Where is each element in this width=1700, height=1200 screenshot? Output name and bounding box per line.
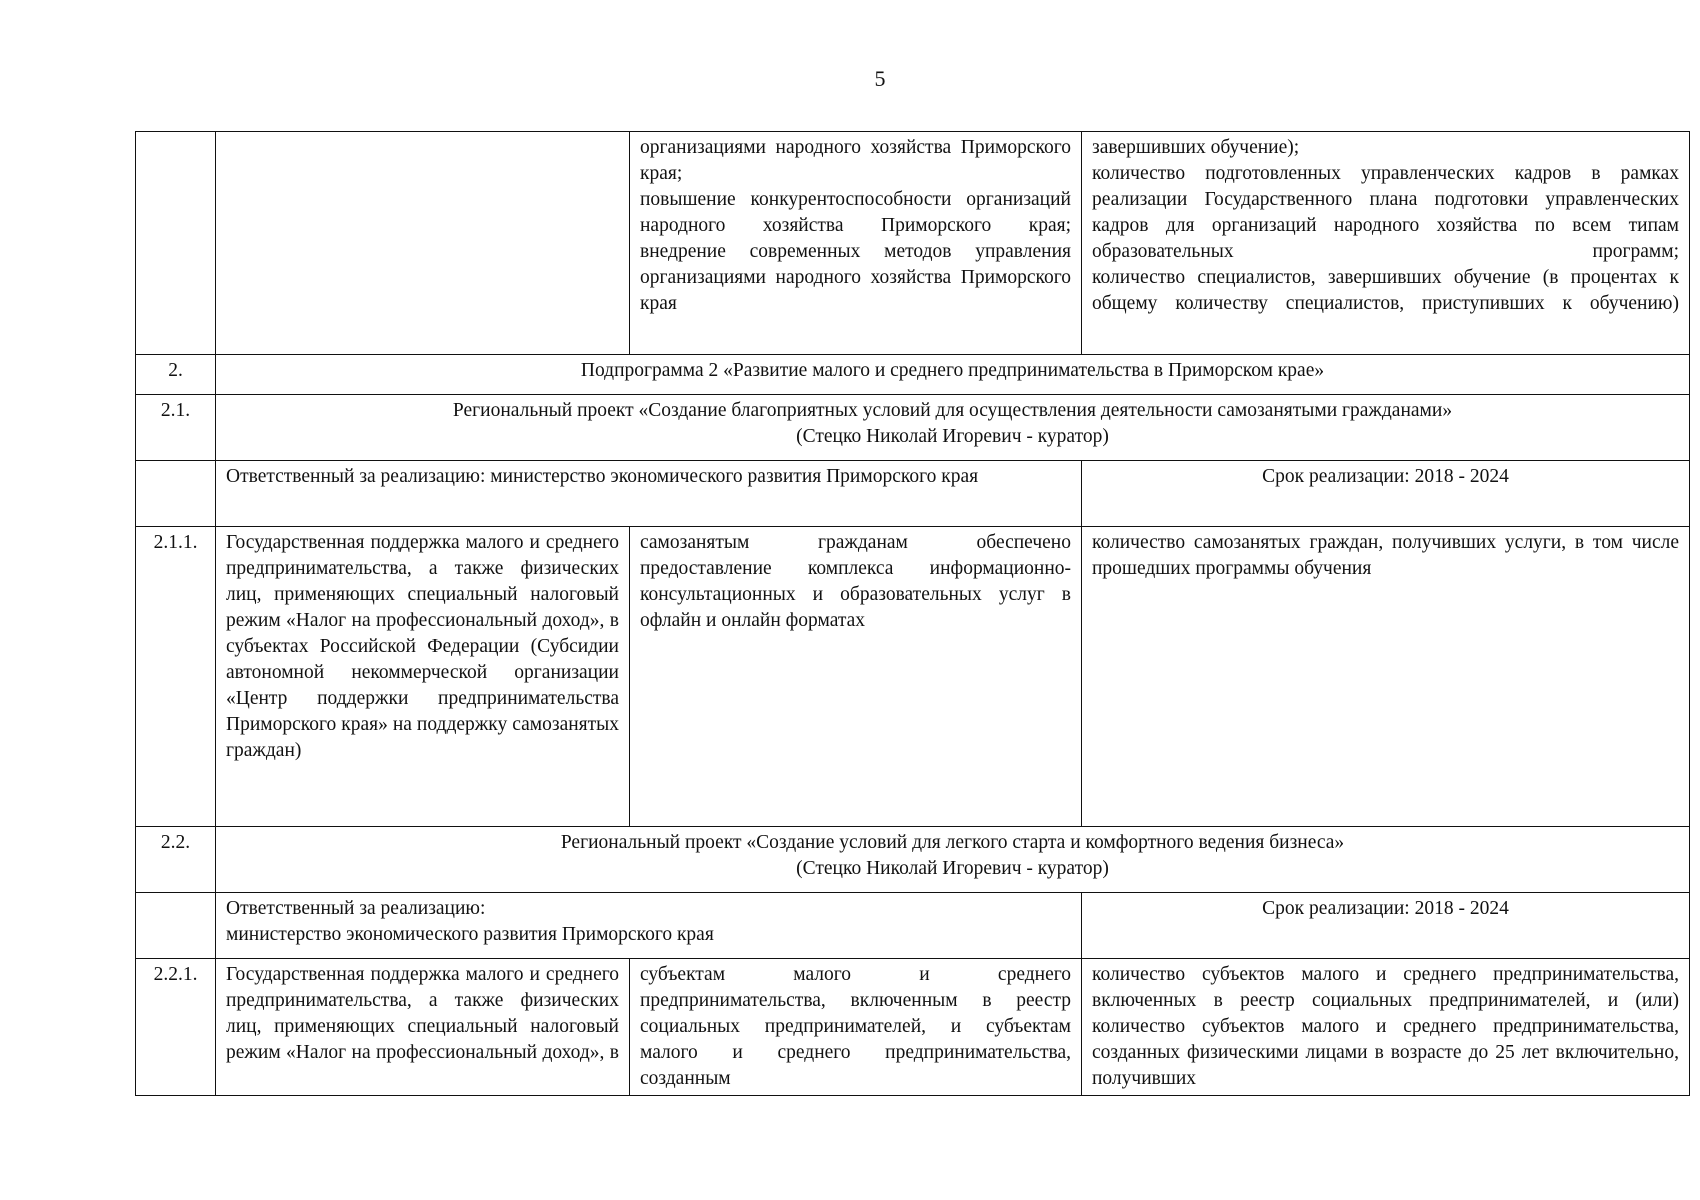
task-result-cell: [630, 959, 1082, 1096]
goal-item: внедрение современных методов управления организациями народного хозяйства Приморского края: [640, 241, 1071, 314]
responsible-label: Ответственный за реализацию:: [226, 898, 486, 919]
subprogram-row: [136, 355, 1690, 395]
continued-goals-cell: [630, 132, 1082, 355]
task-description: Государственная поддержка малого и среднего предпринимательства, а также физических лиц, применяющих специальный налоговый режим «Налог на профессиональный доход», в субъектах Российской Федерации (Субсидии автономной некоммерческой организации «Центр поддержки предпринимательства Приморского края» на поддержку самозанятых граждан): [216, 527, 630, 827]
responsible-row: [136, 893, 1690, 959]
program-table: [135, 131, 1690, 1096]
responsible-number-cell: [136, 461, 216, 527]
term-text: Срок реализации: 2018 - 2024: [1262, 898, 1509, 919]
continued-number-cell: [136, 132, 216, 355]
project-curator: (Стецко Николай Игоревич - куратор): [796, 426, 1109, 447]
task-description: Государственная поддержка малого и среднего предпринимательства, а также физических лиц, применяющих специальный налоговый режим «Налог на профессиональный доход», в: [226, 964, 619, 1063]
indicator-item: количество специалистов, завершивших обучение (в процентах к общему количеству специалистов, приступивших к обучению): [1092, 267, 1679, 314]
project-row: [136, 827, 1690, 893]
responsible-cell: [216, 461, 1082, 527]
task-description-cell: [216, 959, 630, 1096]
task-number: 2.1.1.: [136, 527, 216, 827]
task-row: [136, 527, 1690, 827]
task-indicator: количество субъектов малого и среднего предпринимательства, включенных в реестр социальных предпринимателей, и (или) количество субъектов малого и среднего предпринимательства, созданных физическими лицами в возрасте до 25 лет включительно, получивших: [1092, 964, 1679, 1089]
indicator-item: завершивших обучение);: [1092, 137, 1300, 158]
responsible-row: [136, 461, 1690, 527]
subprogram-number: 2.: [136, 355, 216, 395]
responsible-cell: [216, 893, 1082, 959]
indicator-item: количество подготовленных управленческих кадров в рамках реализации Государственного плана подготовки управленческих кадров для организаций народного хозяйства по всем типам образовательных программ;: [1092, 163, 1679, 262]
continued-indicators-cell: [1082, 132, 1690, 355]
task-result: самозанятым гражданам обеспечено предоставление комплекса информационно-консультационных и образовательных услуг в офлайн и онлайн форматах: [630, 527, 1082, 827]
responsible-body: министерство экономического развития Приморского края: [226, 924, 714, 945]
task-number: 2.2.1.: [136, 959, 216, 1096]
project-title-cell: [216, 827, 1690, 893]
goal-item: повышение конкурентоспособности организаций народного хозяйства Приморского края;: [640, 189, 1071, 236]
task-indicator-cell: [1082, 959, 1690, 1096]
task-row: [136, 959, 1690, 1096]
goal-item: организациями народного хозяйства Приморского края;: [640, 137, 1071, 184]
term-cell: [1082, 461, 1690, 527]
term-text: Срок реализации: 2018 - 2024: [1262, 466, 1509, 487]
responsible-number-cell: [136, 893, 216, 959]
responsible-text: Ответственный за реализацию: министерство экономического развития Приморского края: [226, 466, 979, 487]
project-title-cell: [216, 395, 1690, 461]
project-curator: (Стецко Николай Игоревич - куратор): [796, 858, 1109, 879]
project-row: [136, 395, 1690, 461]
project-title: Региональный проект «Создание условий для легкого старта и комфортного ведения бизнеса»: [560, 832, 1345, 853]
task-indicator: количество самозанятых граждан, получивших услуги, в том числе прошедших программы обучения: [1082, 527, 1690, 827]
continued-task-cell: [216, 132, 630, 355]
continued-row: [136, 132, 1690, 355]
task-result: субъектам малого и среднего предпринимательства, включенным в реестр социальных предпринимателей, и субъектам малого и среднего предпринимательства, созданным: [640, 964, 1071, 1089]
project-number: 2.2.: [136, 827, 216, 893]
page-number: 5: [874, 66, 886, 91]
project-title: Региональный проект «Создание благоприятных условий для осуществления деятельности самозанятыми гражданами»: [452, 400, 1453, 421]
project-number: 2.1.: [136, 395, 216, 461]
subprogram-title: Подпрограмма 2 «Развитие малого и среднего предпринимательства в Приморском крае»: [216, 355, 1690, 395]
term-cell: [1082, 893, 1690, 959]
